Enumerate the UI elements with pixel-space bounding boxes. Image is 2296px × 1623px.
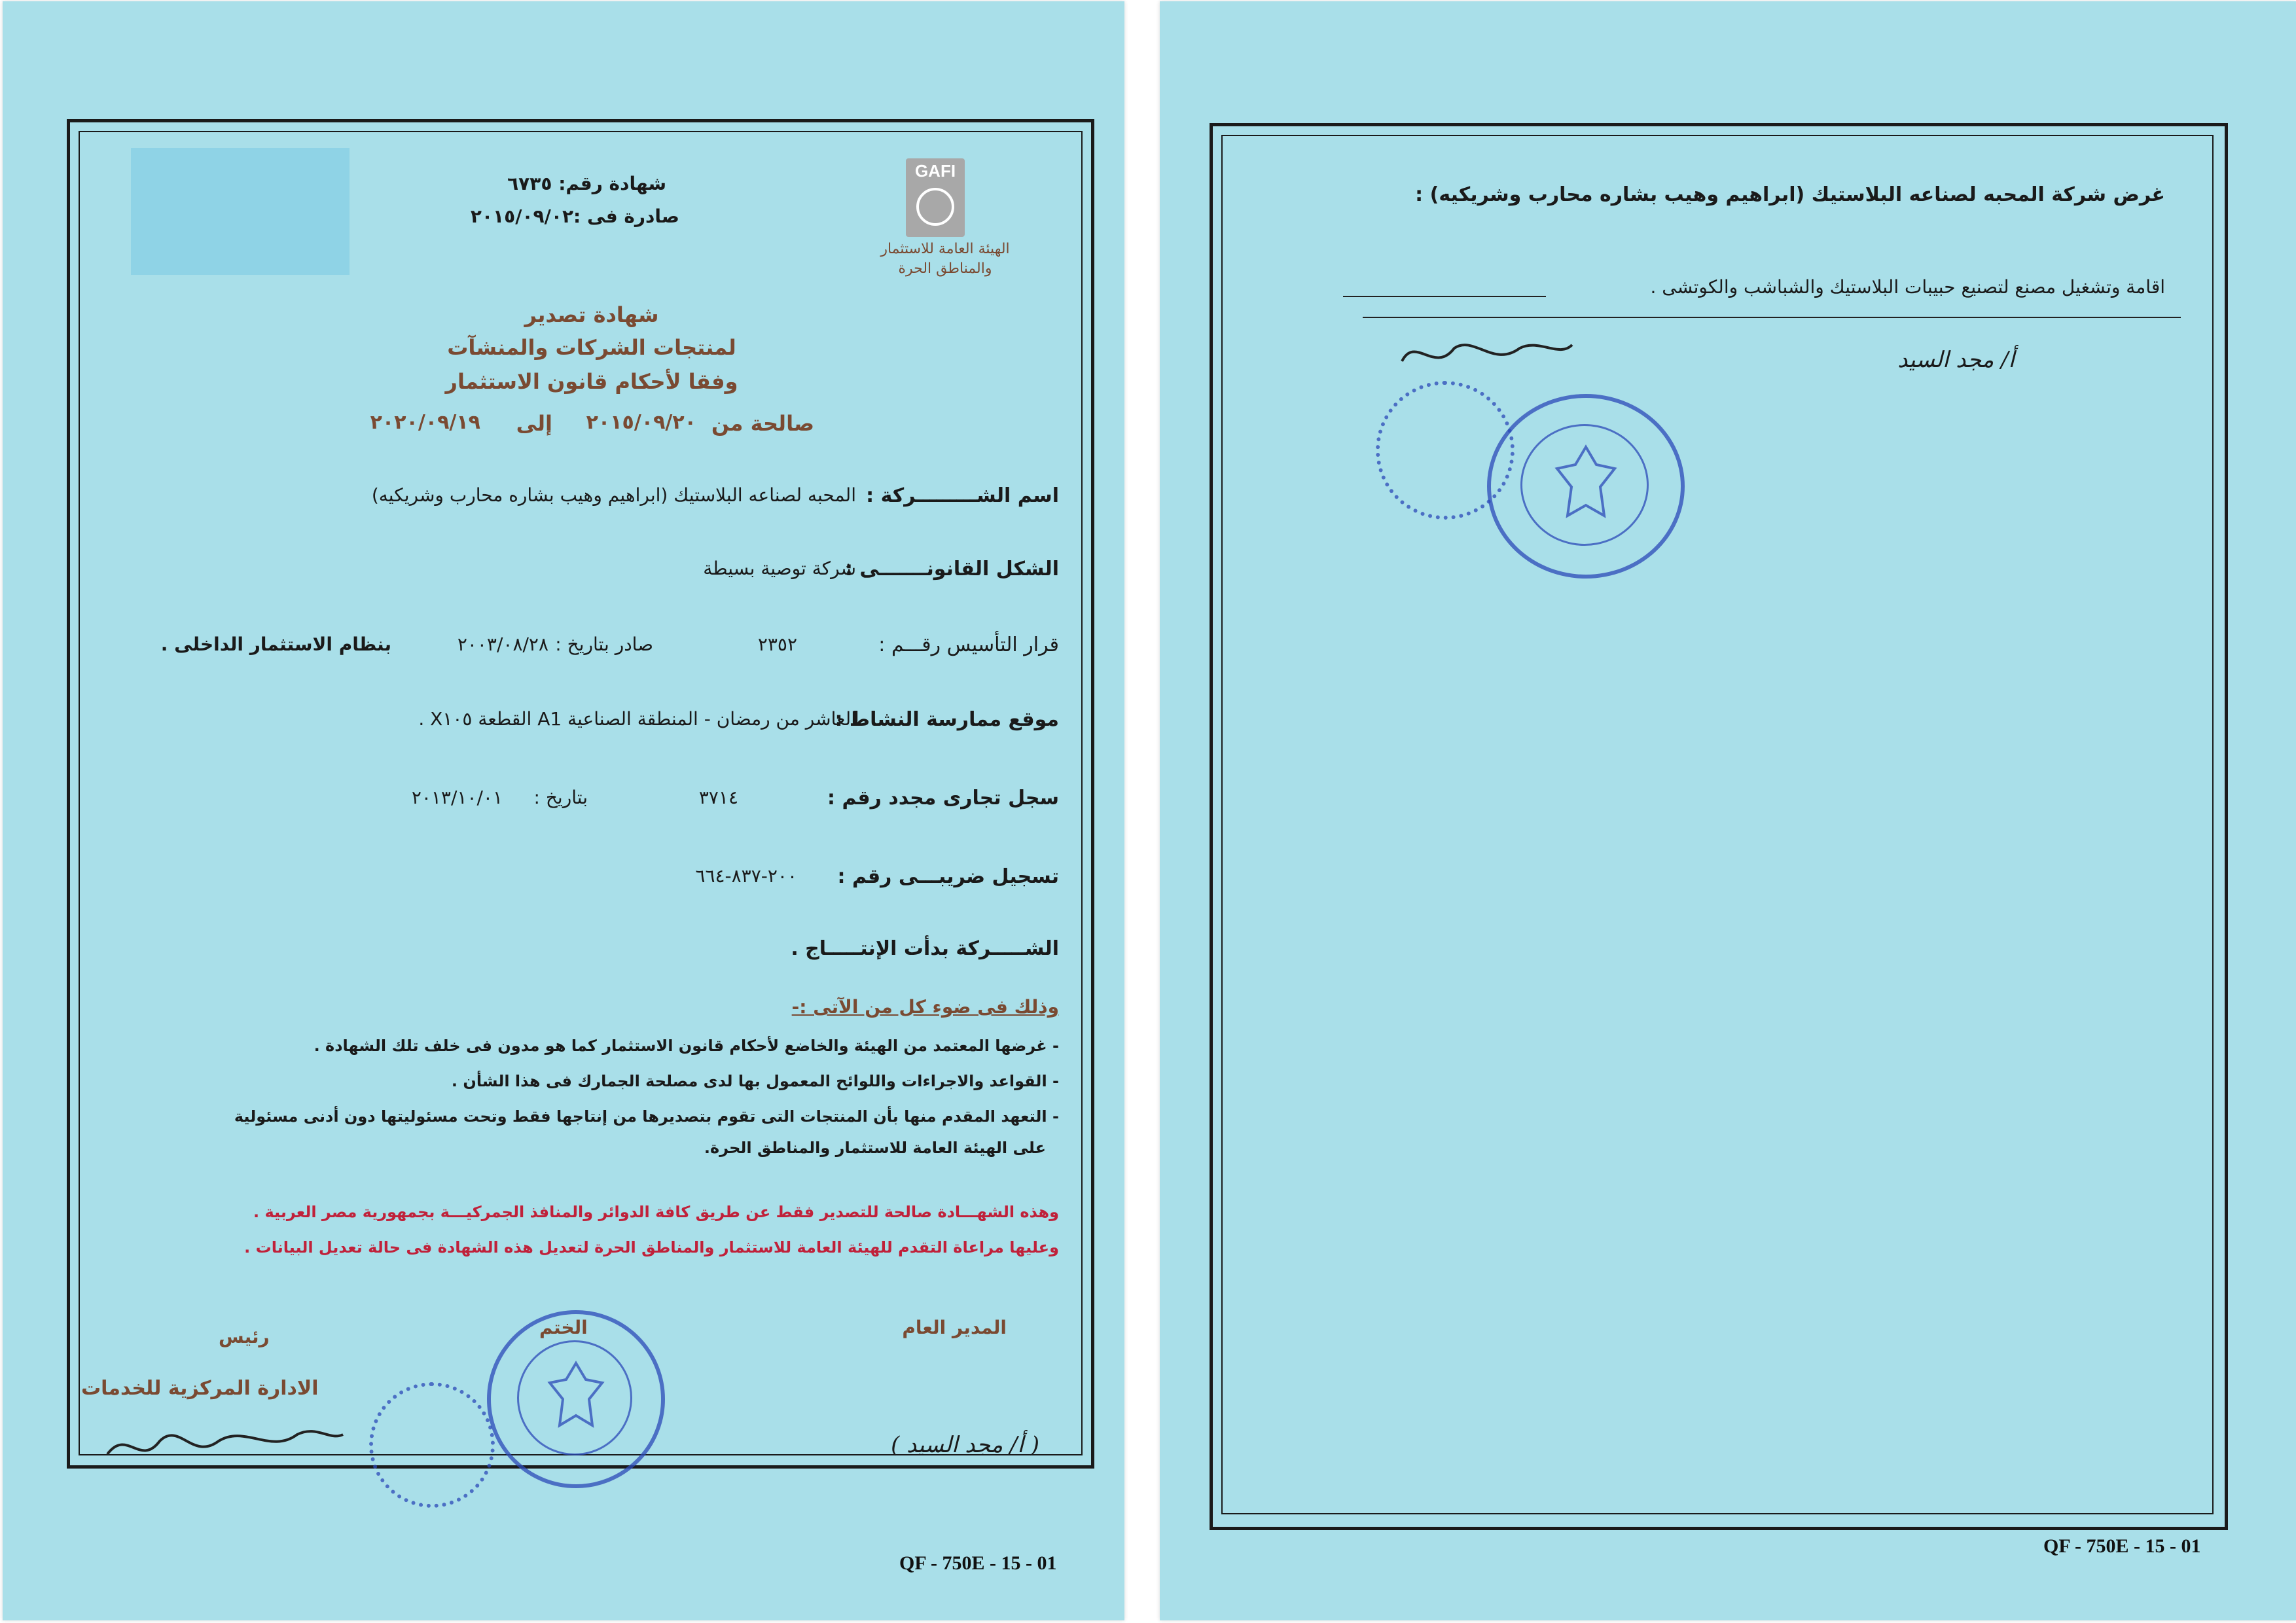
condition-item: - القواعد والاجراءات واللوائح المعمول بها لدى مصلحة الجمارك فى هذا الشأن . [451,1072,1059,1090]
logo-line2: والمناطق الحرة [898,260,992,277]
conditions-heading: وذلك فى ضوء كل من الآتى :- [791,996,1059,1018]
seal-title: الختم [539,1317,588,1338]
commercial-register-number: ٣٧١٤ [698,787,738,808]
commercial-register-label: سجل تجارى مجدد رقم : [827,787,1059,810]
general-manager-title: المدير العام [902,1317,1007,1338]
certificate-number: شهادة رقم: ٦٧٣٥ [507,173,666,194]
founding-date-label: صادر بتاريخ : [555,633,653,655]
validity-row: صالحة من ٢٠١٥/٠٩/٢٠ إلى ٢٠٢٠/٠٩/١٩ [370,411,814,436]
title-line1: شهادة تصدير [524,302,659,327]
purpose-text: اقامة وتشغيل مصنع لتصنيع حبيبات البلاستيك والشباشب والكوتشى . [1650,276,2165,298]
company-value: المحبه لصناعه البلاستيك (ابراهيم وهيب بشاره محارب وشريكيه) [371,484,856,506]
redaction-box [131,148,350,275]
condition-item: - التعهد المقدم منها بأن المنتجات التى تقوم بتصديرها من إنتاجها فقط وتحت مسئوليتها دون أدنى مسئولية [234,1107,1059,1126]
form-code: QF - 750E - 15 - 01 [2043,1535,2201,1557]
production-status: الشـــــركة بدأت الإنتـــــاج . [791,937,1059,960]
founding-number: ٢٣٥٢ [757,633,797,655]
inner-border [1221,135,2214,1514]
head-title: رئيس [219,1326,270,1347]
fill-line [1343,296,1546,297]
founding-system: بنظام الاستثمار الداخلى . [160,633,391,655]
separator-line [1363,317,2181,318]
certificate-front-page [3,1,1124,1620]
company-label: اسم الشـــــــــركة : [866,484,1059,507]
gafi-logo [880,158,1024,289]
tax-label: تسجيل ضريبـــى رقم : [837,865,1059,888]
condition-item-continued: على الهيئة العامة للاستثمار والمناطق الحرة. [704,1139,1046,1157]
official-seal-icon [487,1310,665,1488]
legal-form-label: الشكل القانونـــــــى : [844,558,1059,580]
tax-value: ٢٠٠-٨٣٧-٦٦٤ [695,865,797,887]
founding-label: قرار التأسيس رقـــم : [878,633,1059,656]
location-value: العاشر من رمضان - المنطقة الصناعية A1 القطعة X١٠٥ . [418,708,856,730]
title-line2: لمنتجات الشركات والمنشآت [447,335,736,360]
logo-emblem-icon: GAFI [906,158,965,237]
secondary-seal-icon [1376,381,1515,520]
legal-form-value: شركة توصية بسيطة [703,558,856,579]
secondary-seal-icon [369,1382,495,1508]
condition-item: - غرضها المعتمد من الهيئة والخاضع لأحكام قانون الاستثمار كما هو مدون فى خلف تلك الشهادة . [314,1037,1059,1055]
notice-line1: وهذه الشهـــادة صالحة للتصدير فقط عن طريق كافة الدوائر والمنافذ الجمركيـــة بجمهورية مصر العربية . [253,1203,1059,1221]
location-label: موقع ممارسة النشاط : [834,708,1059,731]
certificate-back-page [1160,1,2296,1620]
official-seal-icon [1487,394,1685,579]
head-signature-icon [101,1415,350,1474]
commercial-register-date: ٢٠١٣/١٠/٠١ [411,787,503,808]
title-line3: وفقا لأحكام قانون الاستثمار [445,369,738,394]
issue-date: صادرة فى :٢٠١٥/٠٩/٠٢ [470,205,679,227]
logo-line1: الهيئة العامة للاستثمار [880,241,1010,257]
form-code: QF - 750E - 15 - 01 [899,1552,1057,1574]
notice-line2: وعليها مراعاة التقدم للهيئة العامة للاستثمار والمناطق الحرة لتعديل هذه الشهادة فى حالة تعديل البيانات . [244,1238,1059,1257]
gm-signature: ( أ/ مجد السيد ) [891,1432,1039,1458]
commercial-register-date-label: بتاريخ : [533,787,588,808]
founding-date: ٢٠٠٣/٠٨/٢٨ [457,633,548,655]
back-signature-icon [1395,329,1579,381]
purpose-heading: غرض شركة المحبه لصناعه البلاستيك (ابراهيم وهيب بشاره محارب وشريكيه) : [1415,183,2165,206]
back-signature-name: أ/ مجد السيد [1897,347,2015,373]
department-title: الادارة المركزية للخدمات [81,1377,319,1400]
